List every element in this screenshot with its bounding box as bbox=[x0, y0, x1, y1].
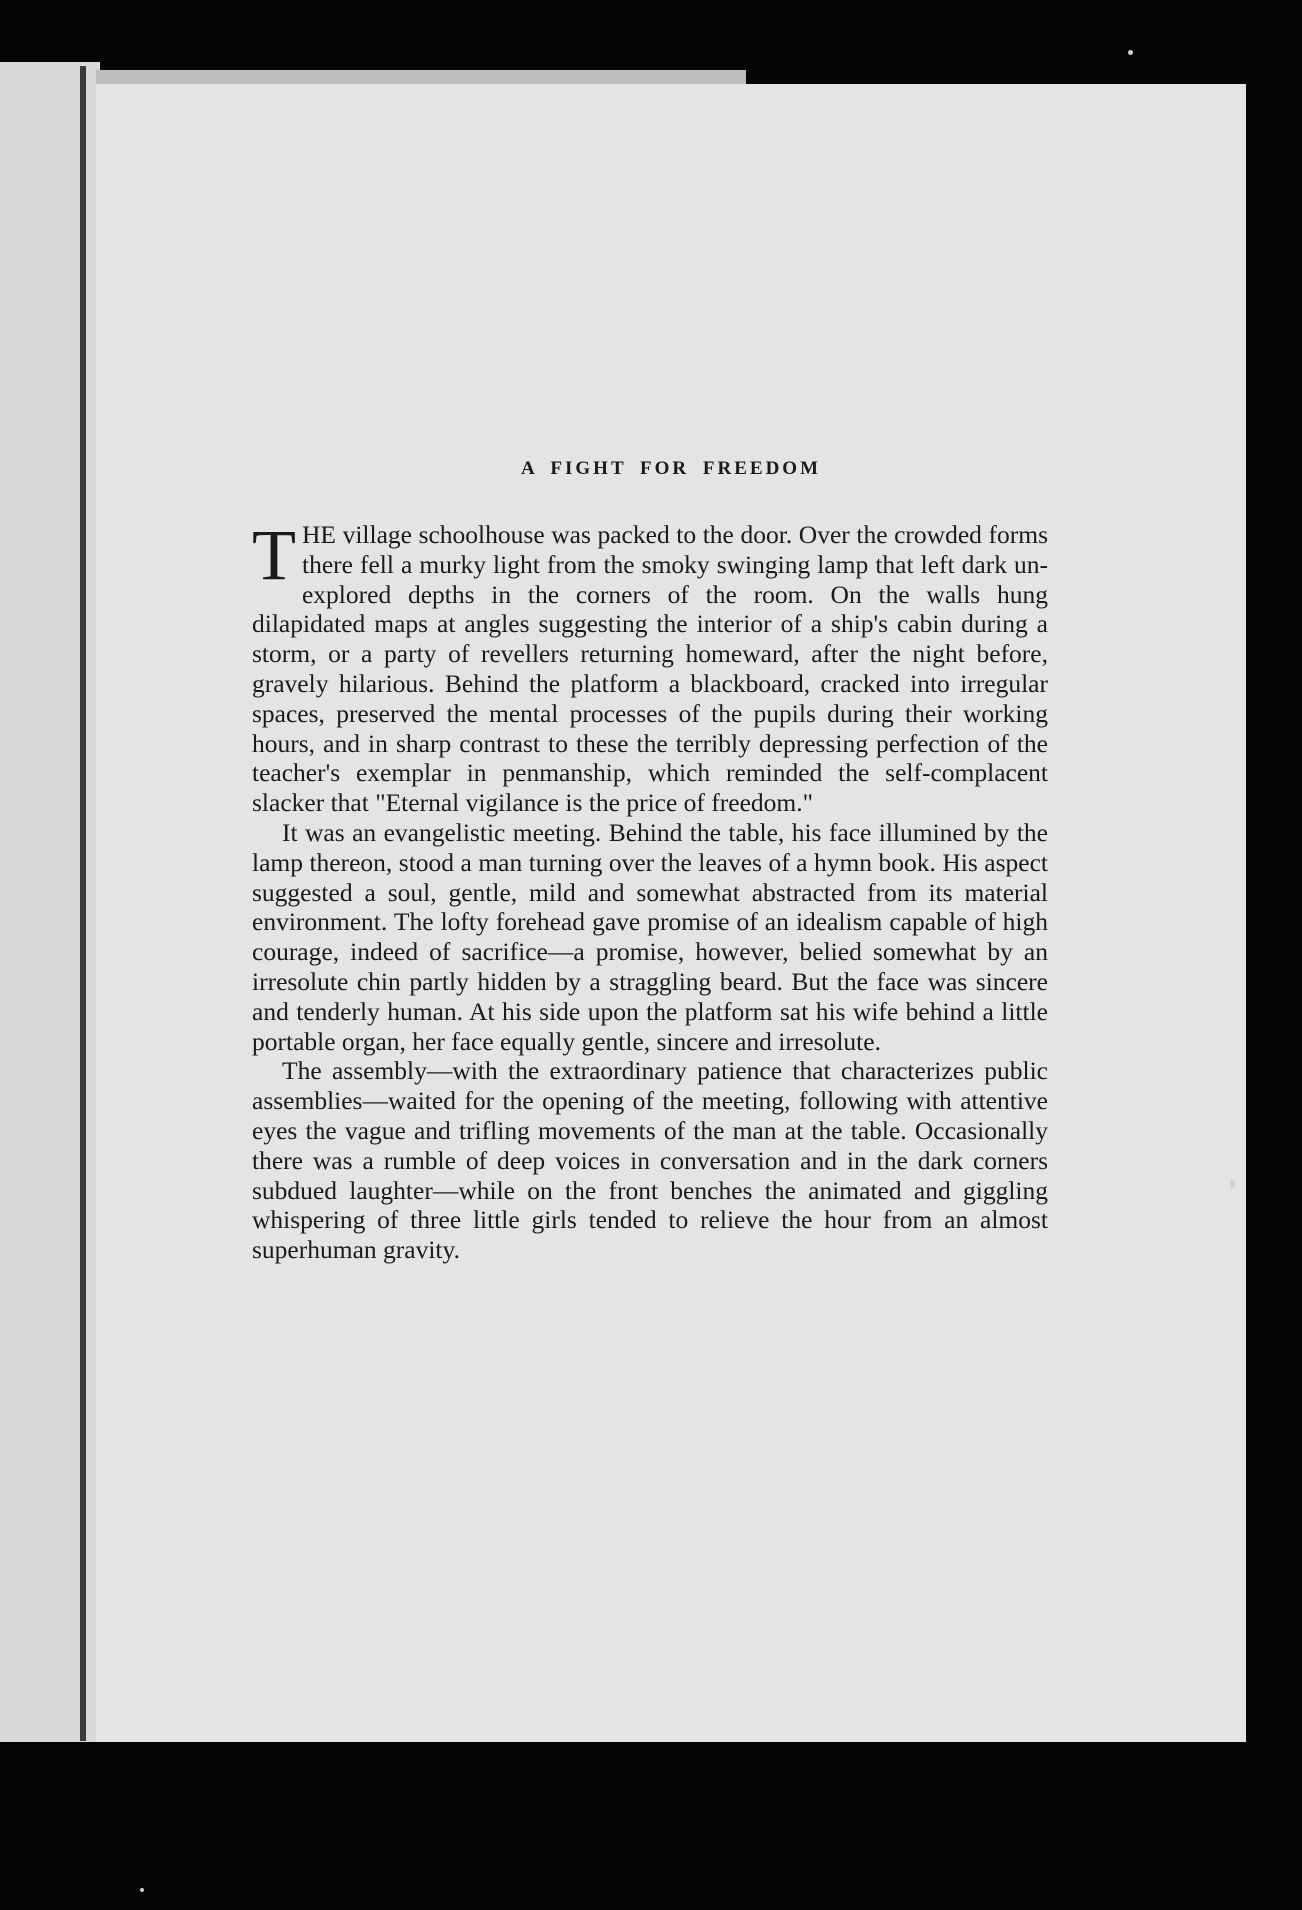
scan-speck bbox=[140, 1888, 144, 1892]
paragraph-1-text: HE village schoolhouse was packed to the door. Over the crowded forms there fell a murky light from the smoky swinging lamp that left dark unexplored depths in the corners of the room. On the walls hung dilapidated maps at angles suggesting the interior of a ship's cabin during a storm, or a party of revellers returning homeward, after the night before, gravely hilarious. Behind the platform a blackboard, cracked into irregular spaces, preserved the mental processes of the pupils during their working hours, and in sharp contrast to these the terribly depressing perfection of the teacher's exemplar in penmanship, which reminded the self-complacent slacker that "Eternal vigilance is the price of freedom." bbox=[252, 520, 1048, 818]
page-gutter-shadow bbox=[80, 66, 86, 1741]
paragraph-1 bbox=[252, 515, 1048, 818]
paragraph-2: It was an evangelistic meeting. Behind the table, his face illumined by the lamp thereon, stood a man turning over the leaves of a hymn book. His aspect suggested a soul, gentle, mild and somewhat abstracted from its material environment. The lofty forehead gave promise of an idealism capable of high courage, indeed of sacrifice—a promise, however, belied somewhat by an irresolute chin partly hidden by a straggling beard. But the face was sincere and tenderly human. At his side upon the platform sat his wife behind a little portable organ, her face equally gentle, sincere and irresolute. bbox=[252, 817, 1048, 1056]
drop-cap: T bbox=[252, 515, 296, 595]
paragraph-3: The assembly—with the extraordinary patience that characterizes public assemblies—waited for the opening of the meeting, following with attentive eyes the vague and trifling movements of the man at the table. Occasionally there was a rumble of deep voices in conversation and in the dark corners subdued laughter—while on the front benches the animated and giggling whispering of three little girls tended to relieve the hour from an almost superhuman gravity. bbox=[252, 1056, 1048, 1265]
book-page bbox=[96, 84, 1246, 1742]
page-top-strip bbox=[96, 70, 746, 84]
page-title: A FIGHT FOR FREEDOM bbox=[520, 458, 822, 479]
scan-speck bbox=[1128, 50, 1133, 55]
scan-speck bbox=[1230, 1180, 1235, 1188]
body-text bbox=[252, 515, 1048, 1265]
